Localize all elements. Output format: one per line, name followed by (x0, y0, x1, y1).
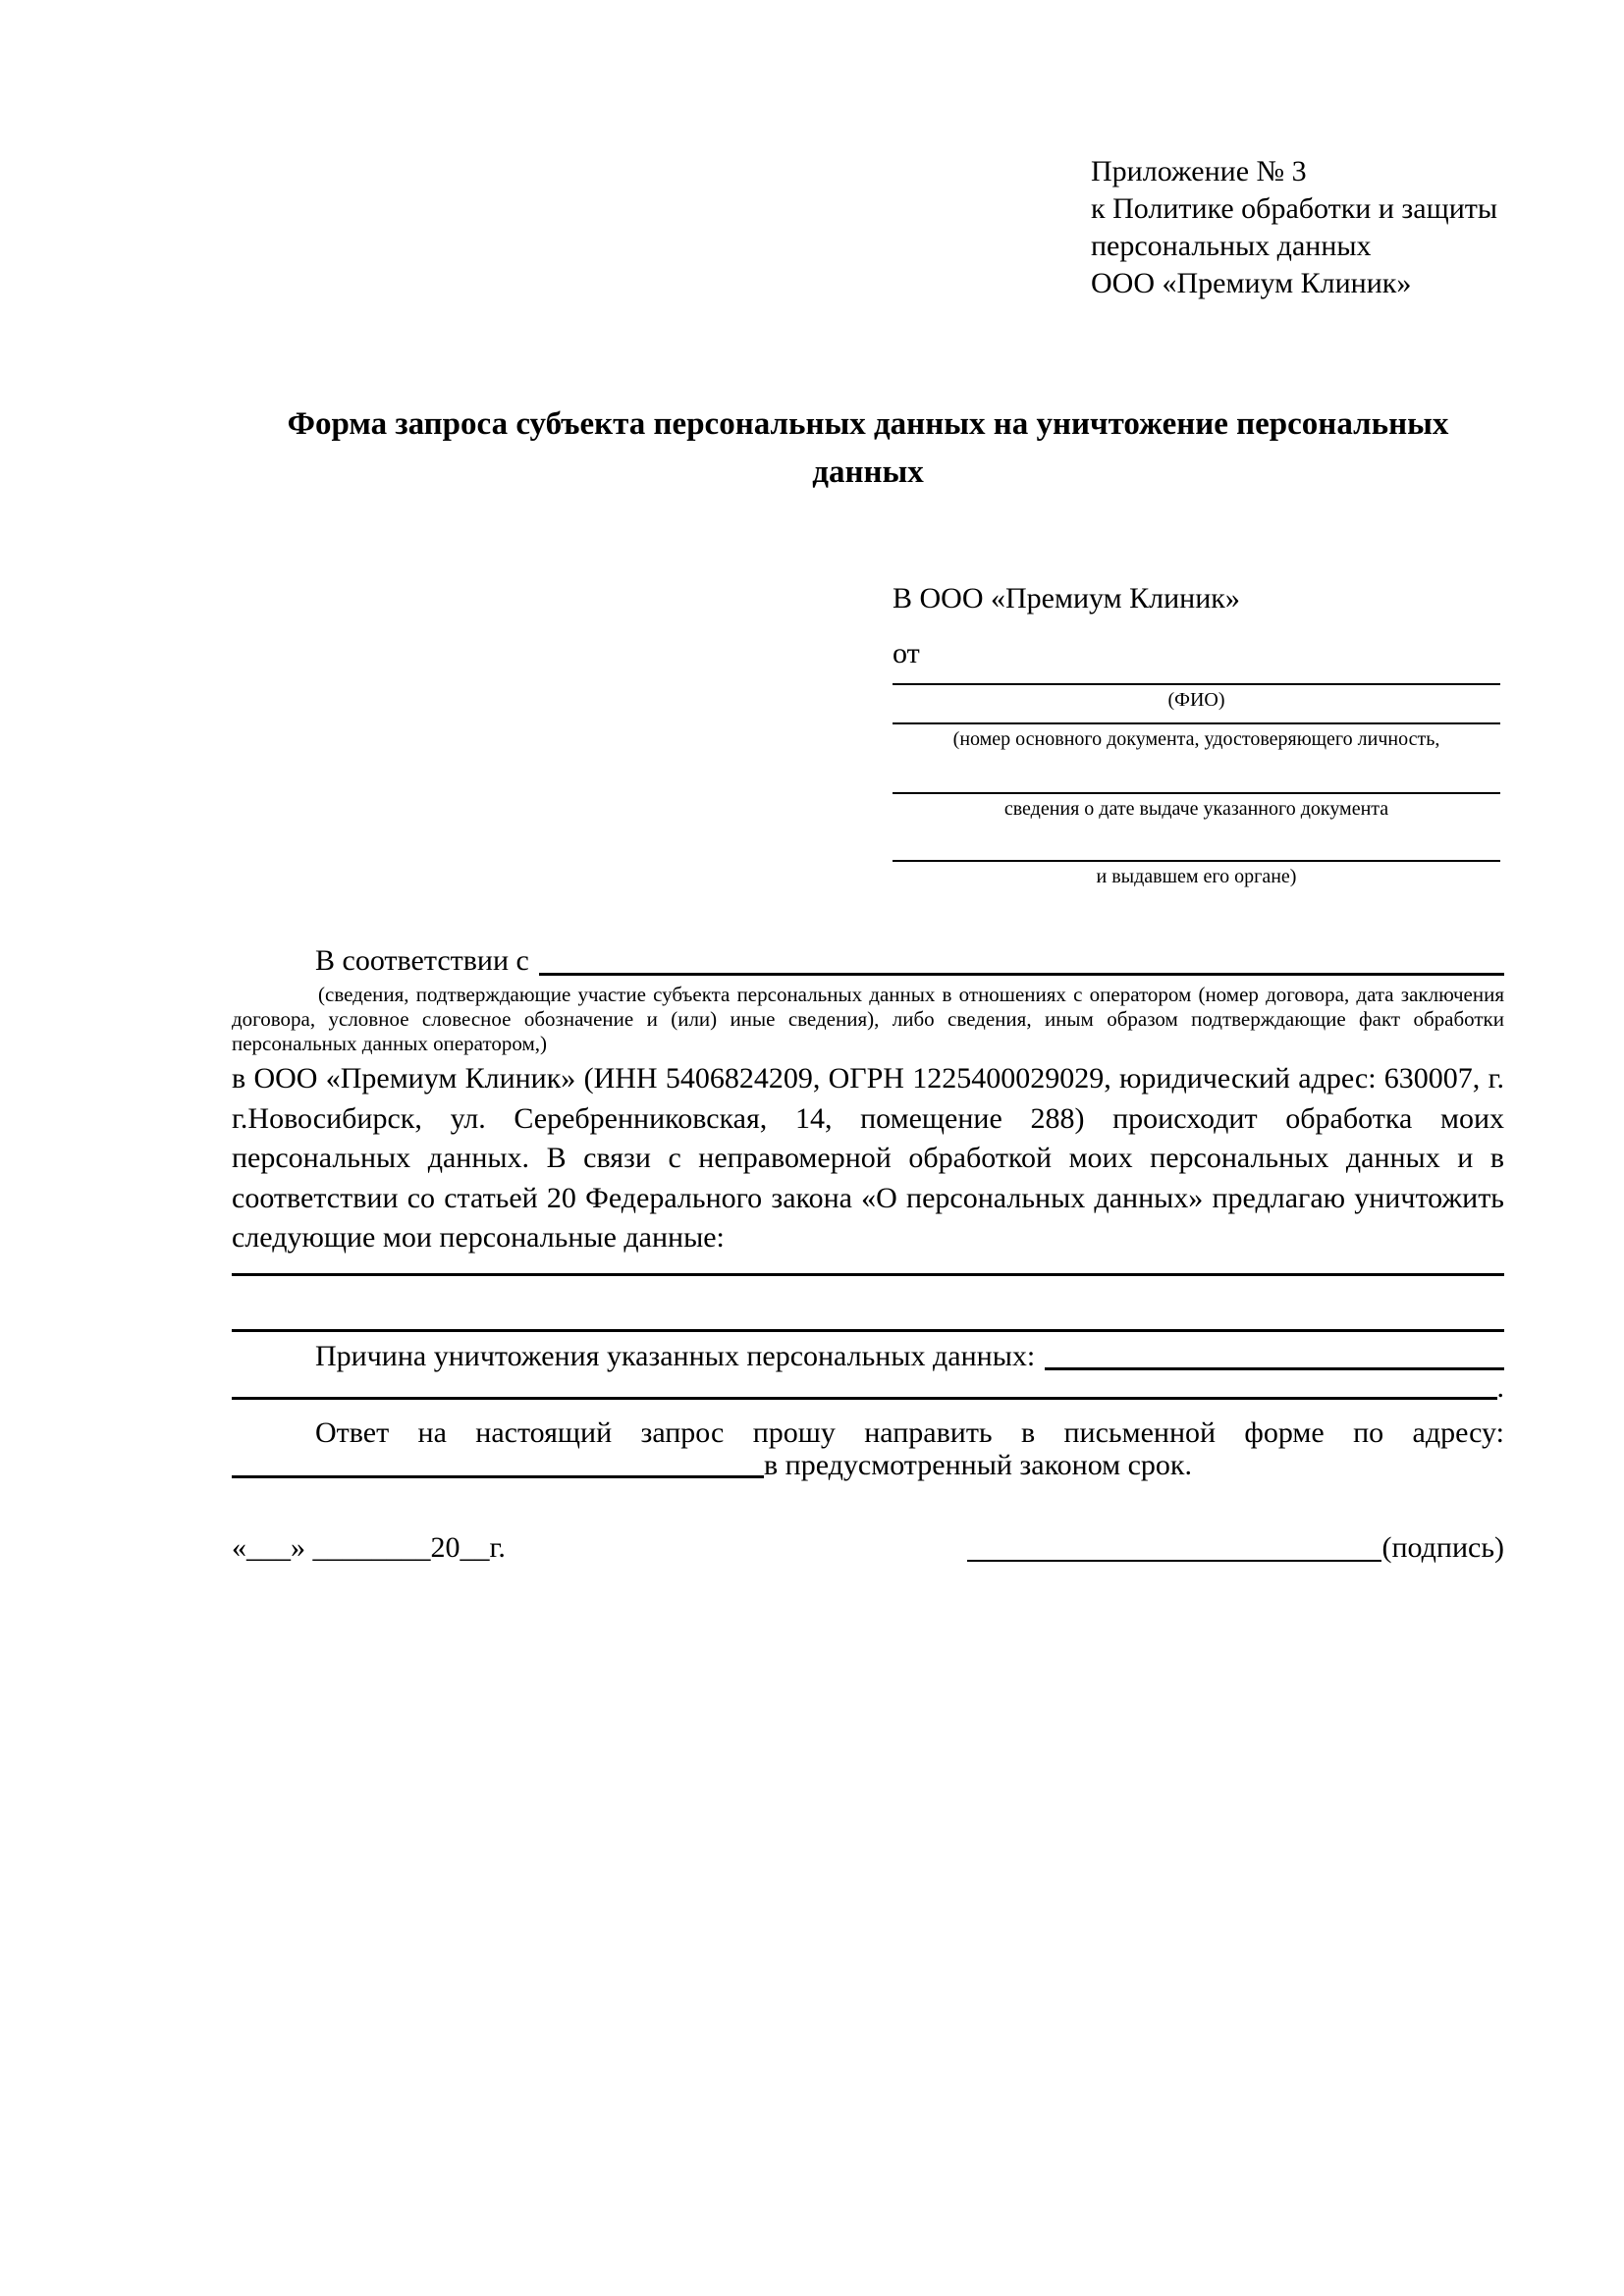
reason-continuation-row (232, 1372, 1504, 1404)
personal-data-blank-line-1 (232, 1273, 1504, 1276)
reason-label: Причина уничтожения указанных персональных данных: (315, 1340, 1036, 1372)
accordance-label: В соответствии с (315, 944, 529, 977)
fio-blank-line (893, 673, 1500, 685)
signature-group (967, 1529, 1504, 1567)
issue-date-blank-line (893, 752, 1500, 794)
appendix-header (1091, 153, 1497, 302)
reason-row (232, 1339, 1504, 1374)
response-tail-text: в предусмотренный законом срок. (764, 1449, 1192, 1481)
recipient-organization: В ООО «Премиум Клиник» (893, 582, 1240, 614)
reason-blank-line-2 (232, 1397, 1497, 1400)
footer-row (232, 1529, 1504, 1567)
personal-data-blank-line-2 (232, 1329, 1504, 1332)
document-number-blank-line (893, 713, 1500, 724)
fio-caption: (ФИО) (1167, 689, 1225, 711)
date-line: «___» ________20__г. (232, 1531, 506, 1564)
reason-blank-line (1045, 1367, 1504, 1370)
document-number-caption: (номер основного документа, удостоверяющего личность, (952, 728, 1440, 750)
signature-blank-line (967, 1560, 1381, 1562)
issue-date-caption: сведения о дате выдаче указанного документа (1003, 798, 1389, 820)
issuing-authority-blank-line (893, 822, 1500, 862)
line-terminator: . (1496, 1371, 1504, 1404)
signature-caption: (подпись) (1381, 1531, 1504, 1564)
page-title: Форма запроса субъекта персональных данных на уничтожение персональных данных (287, 406, 1449, 490)
appendix-header-line: ООО «Премиум Клиник» (1091, 267, 1412, 299)
recipient-block (893, 579, 1500, 889)
accordance-row (232, 942, 1504, 980)
appendix-header-line: Приложение № 3 (1091, 155, 1307, 187)
main-paragraph: в ООО «Премиум Клиник» (ИНН 5406824209, ОГРН 1225400029029, юридический адрес: 630007, г. г.Новосибирск, ул. Серебренниковская, 14, помещение 288) происходит обработка моих персональных данных. В связи с неправомерной обработкой моих персональных данных и в соответствии со статьей 20 Федерального закона «О персональных данных» предлагаю уничтожить следующие мои персональные данные: (232, 1062, 1504, 1254)
accordance-note: (сведения, подтверждающие участие субъекта персональных данных в отношениях с оператором (номер договора, дата заключения договора, условное словесное обозначение и (или) иные сведения), либо сведения, иным образом подтверждающие факт обработки персональных данных оператором,) (232, 983, 1504, 1055)
response-address-row (232, 1450, 1504, 1481)
recipient-from-label: от (893, 637, 920, 669)
issuing-authority-caption: и выдавшем его органе) (1096, 866, 1297, 887)
response-request-text: Ответ на настоящий запрос прошу направить в письменной форме по адресу: (315, 1416, 1504, 1449)
appendix-header-line: персональных данных (1091, 230, 1372, 262)
accordance-blank-line (539, 973, 1504, 976)
appendix-header-line: к Политике обработки и защиты (1091, 192, 1498, 225)
address-blank-line (232, 1475, 764, 1478)
